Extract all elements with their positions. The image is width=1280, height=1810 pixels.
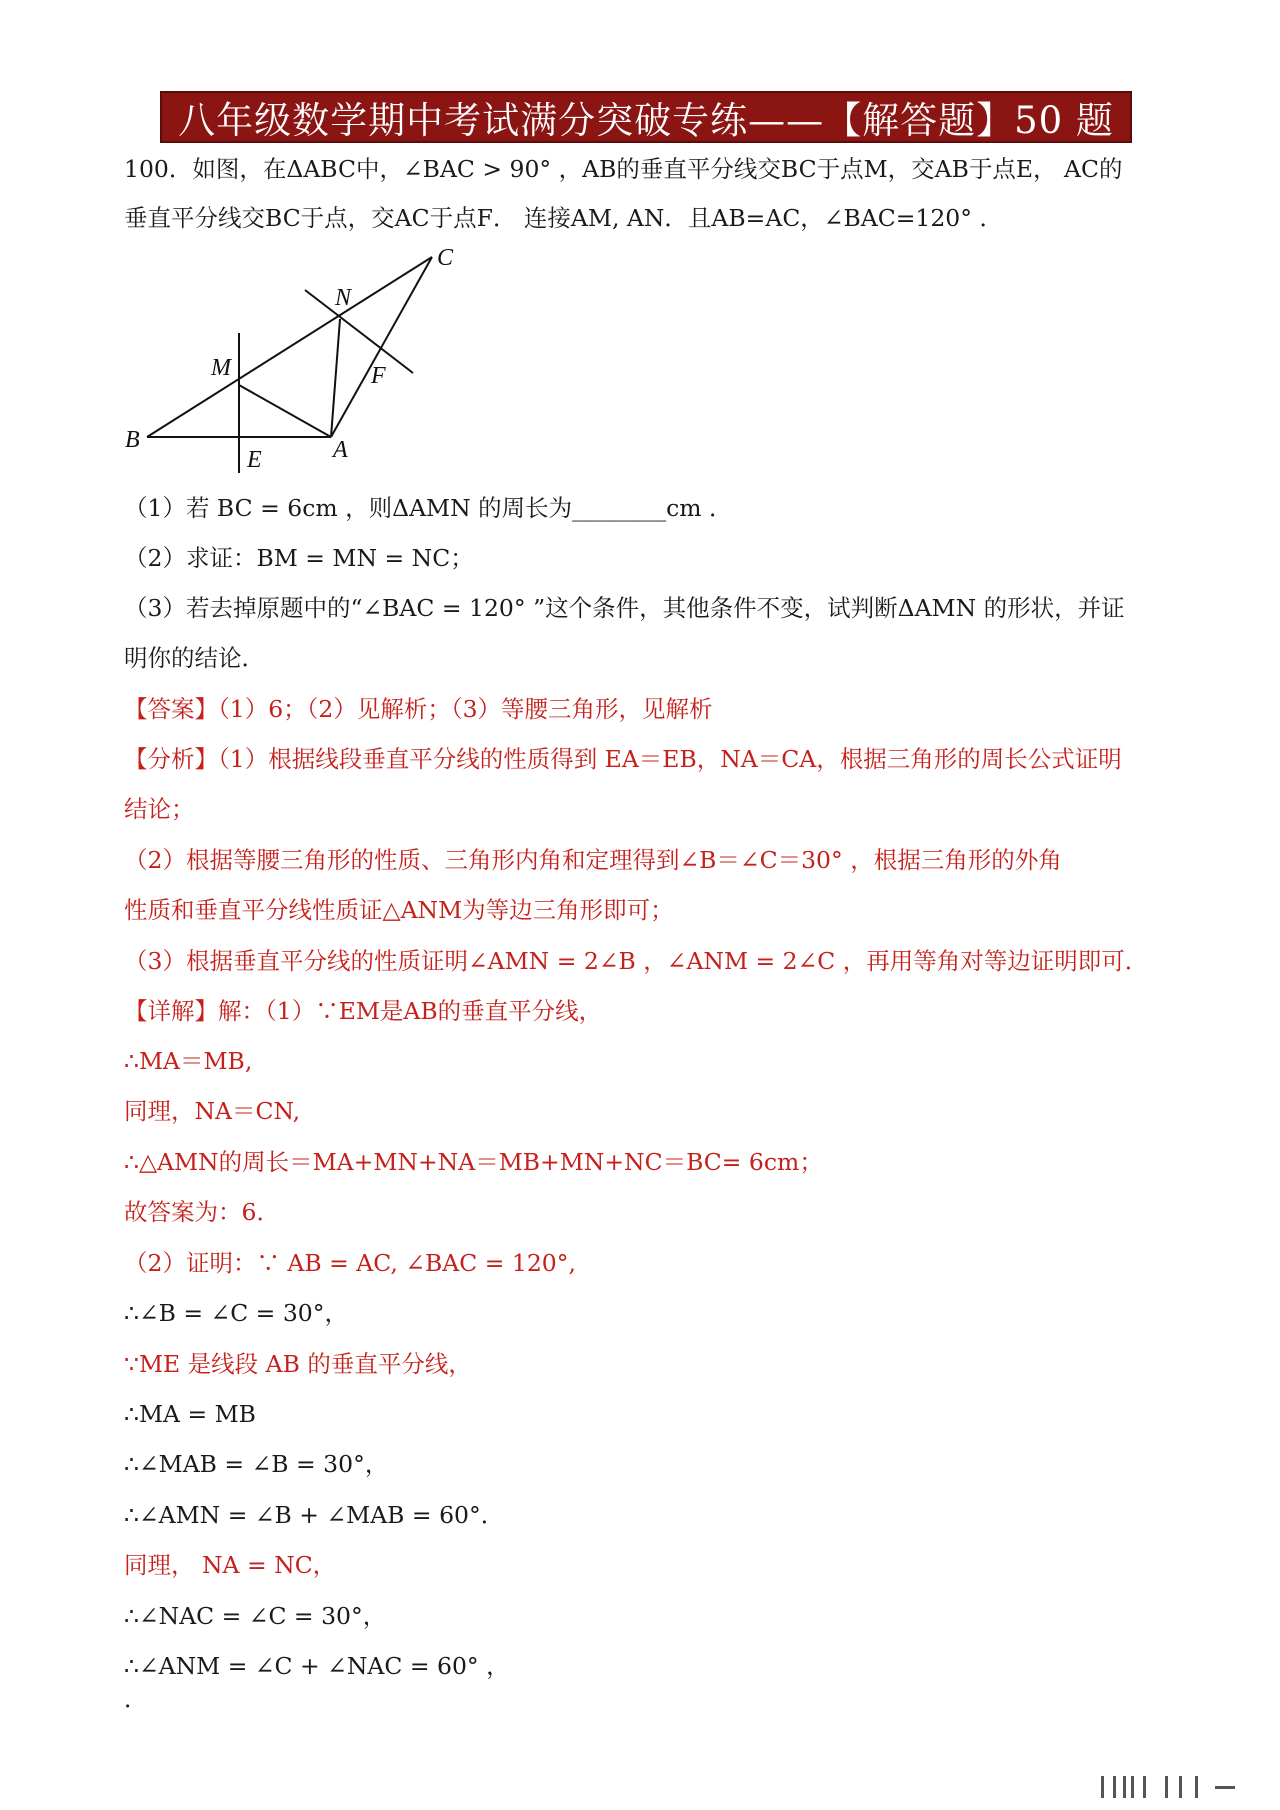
- barcode-icon: [1095, 1772, 1255, 1802]
- detail-line-13: ∴∠NAC = ∠C = 30°，: [124, 1602, 387, 1630]
- detail-line-12: 同理， NA = NC，: [124, 1551, 337, 1579]
- detail-line-14: ∴∠ANM = ∠C + ∠NAC = 60° ，: [124, 1652, 510, 1680]
- detail-line-7: ∴∠B = ∠C = 30°，: [124, 1299, 348, 1327]
- label-e: E: [247, 447, 262, 473]
- label-n: N: [335, 285, 352, 311]
- analysis-line-1: 【分析】（1）根据线段垂直平分线的性质得到 EA＝EB，NA＝CA，根据三角形的周长公式证明: [124, 745, 1122, 773]
- label-f: F: [371, 363, 386, 389]
- detail-line-3: 同理，NA＝CN,: [124, 1097, 301, 1125]
- subquestion-1: （1）若 BC = 6cm ，则ΔAMN 的周长为________cm ．: [124, 494, 733, 522]
- detail-line-4: ∴△AMN的周长＝MA+MN+NA＝MB+MN+NC＝BC= 6cm；: [124, 1148, 823, 1176]
- triangle-diagram: [115, 245, 475, 485]
- segment-ac: [331, 257, 432, 437]
- label-m: M: [211, 355, 231, 381]
- detail-line-8: ∵ME 是线段 AB 的垂直平分线，: [124, 1350, 472, 1378]
- detail-line-9: ∴MA = MB: [124, 1400, 256, 1428]
- subquestion-3-line-1: （3）若去掉原题中的“∠BAC = 120° ”这个条件，其他条件不变，试判断ΔAMN 的形状，并证: [124, 594, 1125, 622]
- segment-am: [239, 385, 331, 437]
- segment-an: [331, 319, 340, 437]
- analysis-line-5: （3）根据垂直平分线的性质证明∠AMN = 2∠B ，∠ANM = 2∠C ，再用等角对等边证明即可．: [124, 947, 1149, 975]
- detail-line-6: （2）证明：∵ AB = AC, ∠BAC = 120°,: [124, 1249, 576, 1277]
- page-title: 八年级数学期中考试满分突破专练——【解答题】50 题: [178, 99, 1114, 142]
- answer-line: 【答案】（1）6；（2）见解析；（3）等腰三角形，见解析: [124, 695, 713, 723]
- question-line-2: 垂直平分线交BC于点，交AC于点F． 连接AM, AN．且AB=AC，∠BAC=120° ．: [124, 204, 1003, 232]
- label-c: C: [437, 245, 454, 271]
- detail-line-11: ∴∠AMN = ∠B + ∠MAB = 60°．: [124, 1501, 505, 1529]
- analysis-line-3: （2）根据等腰三角形的性质、三角形内角和定理得到∠B＝∠C＝30° ，根据三角形的外角: [124, 846, 1062, 874]
- geometry-figure: [115, 245, 475, 485]
- analysis-line-4: 性质和垂直平分线性质证△ANM为等边三角形即可；: [124, 896, 674, 924]
- detail-line-2: ∴MA＝MB,: [124, 1047, 253, 1075]
- question-line-1: 100．如图，在ΔABC中，∠BAC > 90° ，AB的垂直平分线交BC于点M，交AB于点E， AC的: [124, 155, 1123, 183]
- subquestion-2: （2）求证：BM = MN = NC；: [124, 544, 474, 572]
- detail-line-15: ．: [124, 1685, 148, 1713]
- detail-line-1: 【详解】解：（1）∵EM是AB的垂直平分线，: [124, 997, 603, 1025]
- detail-line-5: 故答案为：6．: [124, 1198, 280, 1226]
- label-a: A: [333, 437, 348, 463]
- analysis-line-2: 结论；: [124, 795, 195, 823]
- segment-bc: [147, 257, 432, 437]
- title-banner: [160, 91, 1132, 143]
- subquestion-3-line-2: 明你的结论．: [124, 644, 265, 672]
- label-b: B: [125, 427, 140, 453]
- detail-line-10: ∴∠MAB = ∠B = 30°，: [124, 1450, 389, 1478]
